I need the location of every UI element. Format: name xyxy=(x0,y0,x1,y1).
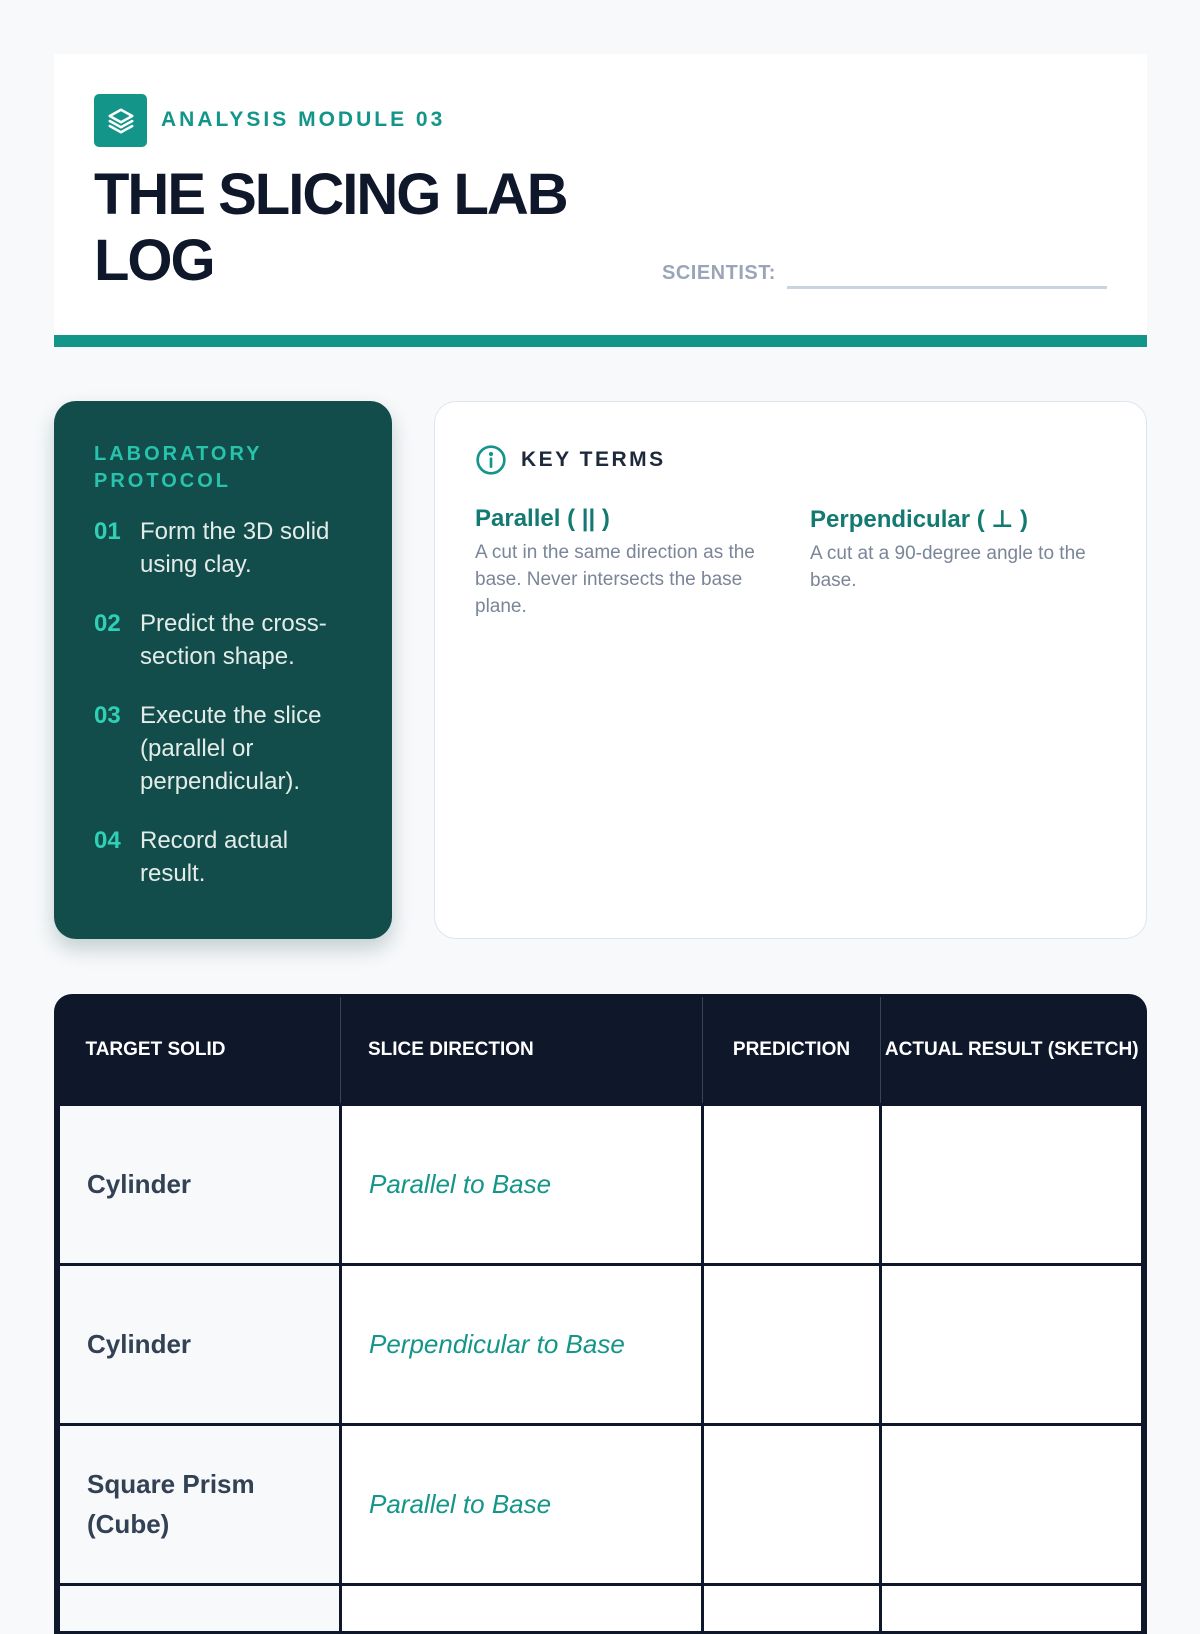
protocol-step xyxy=(94,515,354,581)
page-title: THE SLICING LAB LOG xyxy=(94,162,567,293)
table-row xyxy=(59,1424,1143,1584)
protocol-step xyxy=(94,607,354,673)
term-name: Perpendicular ( ⊥ ) xyxy=(810,506,1028,533)
term-perpendicular xyxy=(810,505,1100,594)
prediction-cell[interactable] xyxy=(703,1264,881,1424)
protocol-step xyxy=(94,699,354,798)
term-description: A cut in the same direction as the base. Never intersects the base plane. xyxy=(475,542,755,617)
key-terms-title: KEY TERMS xyxy=(521,448,666,471)
term-name: Parallel ( || ) xyxy=(475,505,610,532)
protocol-step xyxy=(94,824,354,890)
step-text: Form the 3D solid using clay. xyxy=(140,518,330,578)
actual-result-cell[interactable] xyxy=(881,1424,1143,1584)
actual-result-cell[interactable] xyxy=(881,1264,1143,1424)
table-row xyxy=(59,1264,1143,1424)
slice-direction-cell xyxy=(341,1584,703,1634)
prediction-cell[interactable] xyxy=(703,1424,881,1584)
step-number: 02 xyxy=(94,610,121,637)
module-label: ANALYSIS MODULE 03 xyxy=(161,108,446,131)
step-text: Predict the cross-section shape. xyxy=(140,610,327,670)
table-row xyxy=(59,1584,1143,1634)
scientist-label: SCIENTIST: xyxy=(662,262,776,284)
target-solid-cell: Cylinder xyxy=(59,1264,341,1424)
step-text: Execute the slice (parallel or perpendicular). xyxy=(140,702,322,795)
column-header-target-solid: TARGET SOLID xyxy=(59,997,341,1104)
prediction-cell[interactable] xyxy=(703,1584,881,1634)
key-terms-header xyxy=(475,444,666,476)
actual-result-cell[interactable] xyxy=(881,1584,1143,1634)
column-header-prediction: PREDICTION xyxy=(703,997,881,1104)
slice-direction-cell: Parallel to Base xyxy=(341,1424,703,1584)
term-parallel xyxy=(475,505,765,620)
target-solid-cell xyxy=(59,1584,341,1634)
step-number: 03 xyxy=(94,702,121,729)
actual-result-cell[interactable] xyxy=(881,1104,1143,1264)
layers-icon xyxy=(106,106,136,136)
slice-direction-cell: Perpendicular to Base xyxy=(341,1264,703,1424)
target-solid-cell: Cylinder xyxy=(59,1104,341,1264)
protocol-title: LABORATORY PROTOCOL xyxy=(94,443,263,492)
column-header-actual-result: ACTUAL RESULT (SKETCH) xyxy=(881,997,1143,1104)
prediction-cell[interactable] xyxy=(703,1104,881,1264)
step-number: 01 xyxy=(94,518,121,545)
table-row xyxy=(59,1104,1143,1264)
column-header-slice-direction: SLICE DIRECTION xyxy=(341,997,703,1104)
lab-log-table xyxy=(54,994,1147,1634)
target-solid-cell: Square Prism (Cube) xyxy=(59,1424,341,1584)
scientist-input[interactable] xyxy=(787,250,1107,289)
table-header-row xyxy=(59,997,1143,1104)
step-text: Record actual result. xyxy=(140,827,289,887)
slice-direction-cell: Parallel to Base xyxy=(341,1104,703,1264)
module-badge xyxy=(94,94,147,147)
key-terms-card xyxy=(434,401,1147,939)
header-card xyxy=(54,54,1147,347)
info-icon xyxy=(475,444,507,476)
term-description: A cut at a 90-degree angle to the base. xyxy=(810,543,1086,591)
protocol-card xyxy=(54,401,392,939)
step-number: 04 xyxy=(94,827,121,854)
